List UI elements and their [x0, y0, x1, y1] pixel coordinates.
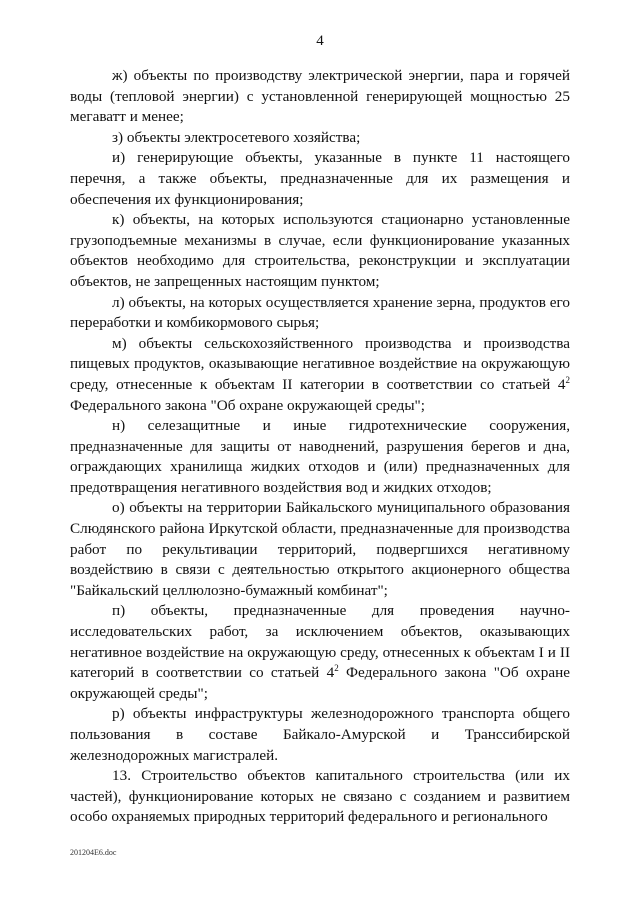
paragraph-n: н) селезащитные и иные гидротехнические сооружения, предназначенные для защиты от наводнений, разрушения берегов и дна, ограждающих хранилища жидких отходов и (или) предназначенных для предотвращения негативного воздействия вод и жидких отходов; — [70, 417, 570, 496]
paragraph-r: р) объекты инфраструктуры железнодорожного транспорта общего пользования в составе Байкало-Амурской и Транссибирской железнодорожных магистралей. — [70, 705, 570, 764]
paragraph-m — [70, 334, 570, 416]
paragraph-p-text: п) объекты, предназначенные для проведения научно-исследовательских работ, за исключением объектов, оказывающих негативное воздействие на окружающую среду, отнесенных к объектам I и II категорий в соответствии со статьей 4 — [70, 602, 570, 682]
paragraph-i: и) генерирующие объекты, указанные в пункте 11 настоящего перечня, а также объекты, предназначенные для их размещения и обеспечения их функционирования; — [70, 149, 570, 208]
paragraph-m-text-end: Федерального закона "Об охране окружающей среды"; — [70, 396, 425, 414]
paragraph-m-text: м) объекты сельскохозяйственного производства и производства пищевых продуктов, оказывающие негативное воздействие на окружающую среду, отнесенные к объектам II категории в соответствии со статьей 4 — [70, 334, 570, 393]
paragraph-p — [70, 601, 570, 704]
paragraph-o: о) объекты на территории Байкальского муниципального образования Слюдянского района Иркутской области, предназначенные для производства работ по рекультивации территорий, подвергшихся негативному воздействию в связи с деятельностью открытого акционерного общества "Байкальский целлюлозно-бумажный комбинат"; — [70, 499, 570, 599]
paragraph-13: 13. Строительство объектов капитального строительства (или их частей), функционирование которых не связано с созданием и развитием особо охраняемых природных территорий федерального и регионального — [70, 767, 570, 826]
paragraph-p-superscript: 2 — [334, 663, 339, 674]
document-body — [70, 66, 570, 828]
paragraph-l: л) объекты, на которых осуществляется хранение зерна, продуктов его переработки и комбикормового сырья; — [70, 293, 570, 332]
footer-filename: 201204E6.doc — [70, 848, 117, 857]
page-number: 4 — [316, 33, 324, 49]
paragraph-m-superscript: 2 — [565, 374, 570, 385]
paragraph-zh: ж) объекты по производству электрической энергии, пара и горячей воды (тепловой энергии) с установленной генерирующей мощностью 25 мегаватт и менее; — [70, 67, 570, 126]
paragraph-z: з) объекты электросетевого хозяйства; — [112, 128, 361, 146]
paragraph-k: к) объекты, на которых используются стационарно установленные грузоподъемные механизмы в случае, если функционирование указанных объектов необходимо для строительства, реконструкции и эксплуатации объектов, не запрещенных настоящим пунктом; — [70, 211, 570, 290]
paragraph-p-text-end: Федерального закона "Об охране окружающей среды"; — [70, 664, 570, 702]
